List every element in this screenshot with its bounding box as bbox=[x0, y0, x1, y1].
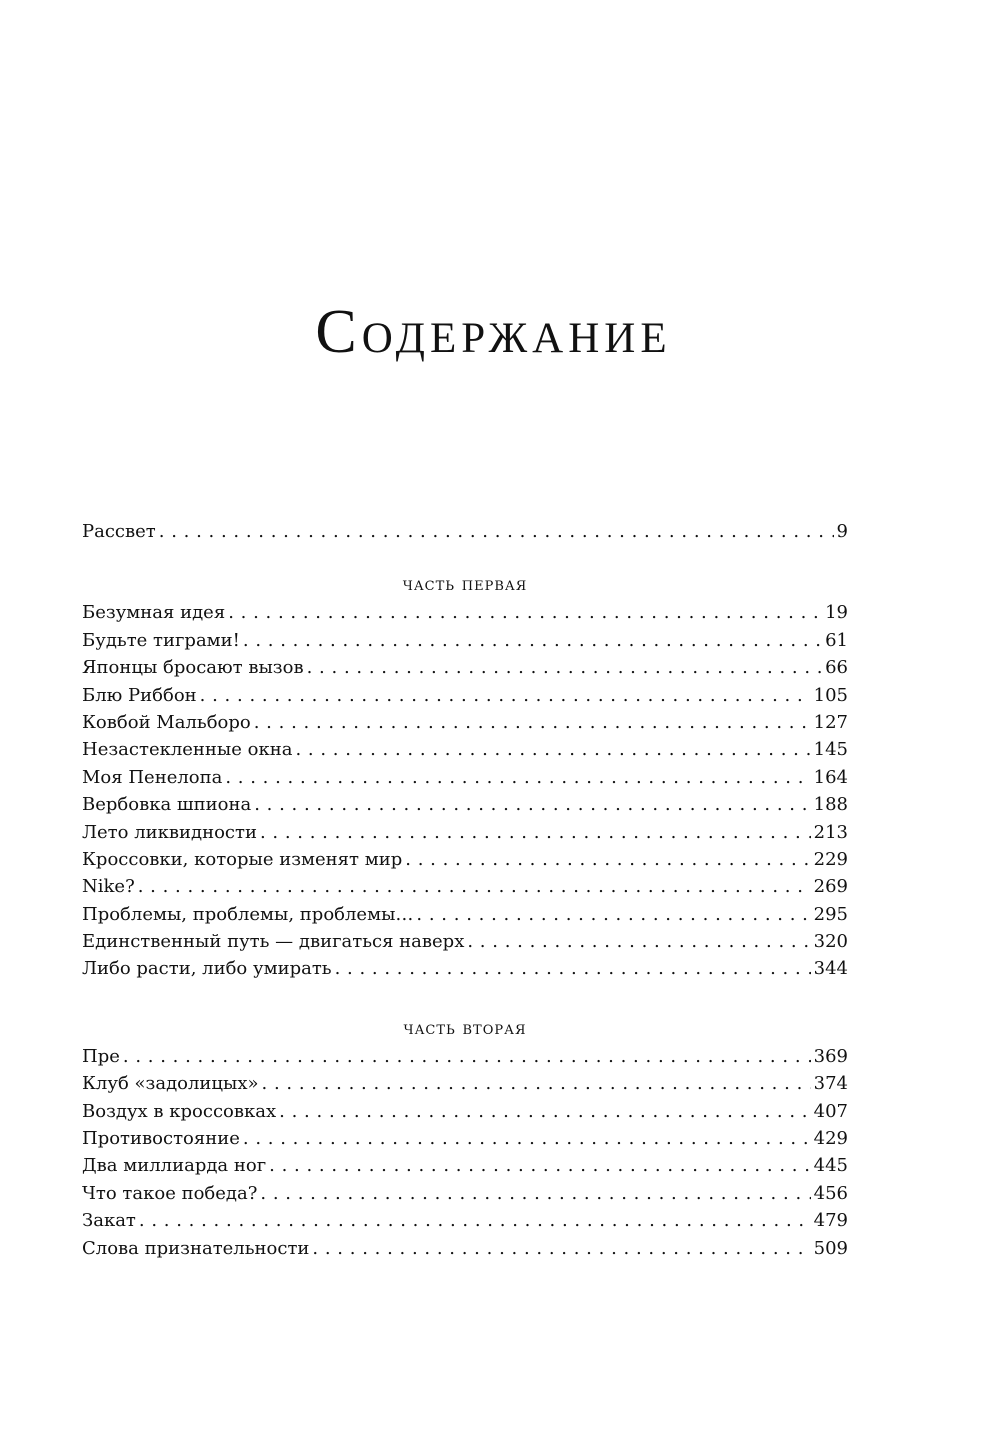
toc-entry-title: Рассвет bbox=[82, 521, 156, 542]
toc-entry-title: Закат bbox=[82, 1210, 136, 1232]
toc-entry-title: Блю Риббон bbox=[82, 684, 197, 706]
toc-page-number: 445 bbox=[813, 1155, 848, 1177]
dot-leader bbox=[260, 1180, 810, 1207]
toc-page-number: 164 bbox=[813, 766, 848, 788]
toc-entry-title: Воздух в кроссовках bbox=[82, 1100, 277, 1122]
toc-entry[interactable] bbox=[82, 736, 848, 763]
toc-entry[interactable] bbox=[82, 1125, 848, 1152]
dot-leader bbox=[295, 736, 810, 763]
toc-entry[interactable] bbox=[82, 901, 848, 928]
dot-leader bbox=[243, 1125, 811, 1152]
dot-leader bbox=[279, 1098, 810, 1125]
toc-entry-title: Безумная идея bbox=[82, 602, 226, 624]
toc-entry[interactable] bbox=[82, 709, 848, 736]
toc-entry-title: Противостояние bbox=[82, 1128, 240, 1150]
dot-leader bbox=[243, 627, 822, 654]
toc-page-number: 369 bbox=[813, 1045, 848, 1067]
dot-leader bbox=[138, 873, 811, 900]
toc-page-number: 407 bbox=[813, 1100, 848, 1122]
toc-entry[interactable] bbox=[82, 599, 848, 626]
page-title: Содержание bbox=[315, 298, 672, 366]
toc-entry-title: Вербовка шпиона bbox=[82, 794, 252, 816]
toc-entry-title: Слова признательности bbox=[82, 1237, 310, 1259]
dot-leader bbox=[225, 764, 810, 791]
toc-entry-title: Моя Пенелопа bbox=[82, 766, 223, 788]
toc-page-number: 145 bbox=[813, 739, 848, 761]
toc-page-number: 479 bbox=[813, 1210, 848, 1232]
toc-page-number: 269 bbox=[813, 876, 848, 898]
toc-entry[interactable] bbox=[82, 1207, 848, 1234]
toc-page-number: 19 bbox=[825, 602, 848, 624]
toc-entry[interactable] bbox=[82, 682, 848, 709]
toc-page-number: 344 bbox=[813, 958, 848, 980]
dot-leader bbox=[254, 709, 811, 736]
toc-page-number: 456 bbox=[813, 1182, 848, 1204]
toc-entry[interactable] bbox=[82, 819, 848, 846]
toc-entry-title: Кроссовки, которые изменят мир bbox=[82, 848, 403, 870]
table-of-contents bbox=[82, 518, 848, 1262]
toc-entry[interactable] bbox=[82, 1152, 848, 1179]
toc-entry[interactable] bbox=[82, 928, 848, 955]
toc-entry[interactable] bbox=[82, 1235, 848, 1262]
toc-page-number: 127 bbox=[813, 711, 848, 733]
toc-page-number: 429 bbox=[813, 1128, 848, 1150]
toc-entry-title: Лето ликвидности bbox=[82, 821, 257, 843]
dot-leader bbox=[335, 955, 811, 982]
toc-entry[interactable] bbox=[82, 873, 848, 900]
toc-entry[interactable] bbox=[82, 955, 848, 982]
dot-leader bbox=[200, 682, 811, 709]
toc-entry-title: Незастекленные окна bbox=[82, 739, 293, 761]
toc-page-number: 105 bbox=[813, 684, 848, 706]
toc-entry[interactable] bbox=[82, 1098, 848, 1125]
dot-leader bbox=[254, 791, 810, 818]
toc-page-number: 66 bbox=[825, 657, 848, 679]
part-heading-2: часть вторая bbox=[403, 1017, 527, 1039]
dot-leader bbox=[139, 1207, 811, 1234]
toc-entry[interactable] bbox=[82, 764, 848, 791]
toc-entry[interactable] bbox=[82, 1180, 848, 1207]
toc-page-number: 229 bbox=[813, 848, 848, 870]
dot-leader bbox=[405, 846, 810, 873]
toc-entry-intro[interactable] bbox=[82, 518, 848, 545]
dot-leader bbox=[416, 901, 810, 928]
toc-entry[interactable] bbox=[82, 846, 848, 873]
toc-page-number: 295 bbox=[813, 903, 848, 925]
dot-leader bbox=[159, 518, 834, 545]
toc-entry-title: Либо расти, либо умирать bbox=[82, 958, 332, 980]
dot-leader bbox=[123, 1043, 811, 1070]
part-heading-1: часть первая bbox=[402, 574, 528, 596]
dot-leader bbox=[307, 654, 822, 681]
toc-entry[interactable] bbox=[82, 1043, 848, 1070]
toc-entry-title: Nike? bbox=[82, 876, 135, 898]
toc-page-number: 213 bbox=[813, 821, 848, 843]
toc-page-number: 320 bbox=[813, 931, 848, 953]
dot-leader bbox=[467, 928, 810, 955]
toc-entry-title: Клуб «задолицых» bbox=[82, 1073, 259, 1095]
toc-entry-title: Будьте тиграми! bbox=[82, 629, 240, 651]
toc-entry[interactable] bbox=[82, 1070, 848, 1097]
toc-entry-title: Японцы бросают вызов bbox=[82, 657, 304, 679]
dot-leader bbox=[228, 599, 822, 626]
toc-entry-title: Ковбой Мальборо bbox=[82, 711, 251, 733]
toc-entry-title: Что такое победа? bbox=[82, 1182, 258, 1204]
toc-page-number: 188 bbox=[813, 794, 848, 816]
dot-leader bbox=[260, 819, 811, 846]
toc-entry-title: Единственный путь — двигаться наверх bbox=[82, 931, 465, 953]
toc-entry-title: Пре bbox=[82, 1045, 120, 1067]
toc-page-number: 61 bbox=[825, 629, 848, 651]
toc-page-number: 509 bbox=[813, 1237, 848, 1259]
dot-leader bbox=[262, 1070, 811, 1097]
toc-entry[interactable] bbox=[82, 791, 848, 818]
toc-entry[interactable] bbox=[82, 654, 848, 681]
toc-entry-title: Проблемы, проблемы, проблемы… bbox=[82, 903, 414, 925]
toc-entry-title: Два миллиарда ног bbox=[82, 1155, 267, 1177]
dot-leader bbox=[269, 1152, 811, 1179]
toc-page-number: 9 bbox=[836, 521, 848, 542]
dot-leader bbox=[312, 1235, 810, 1262]
toc-entry[interactable] bbox=[82, 627, 848, 654]
toc-page-number: 374 bbox=[813, 1073, 848, 1095]
